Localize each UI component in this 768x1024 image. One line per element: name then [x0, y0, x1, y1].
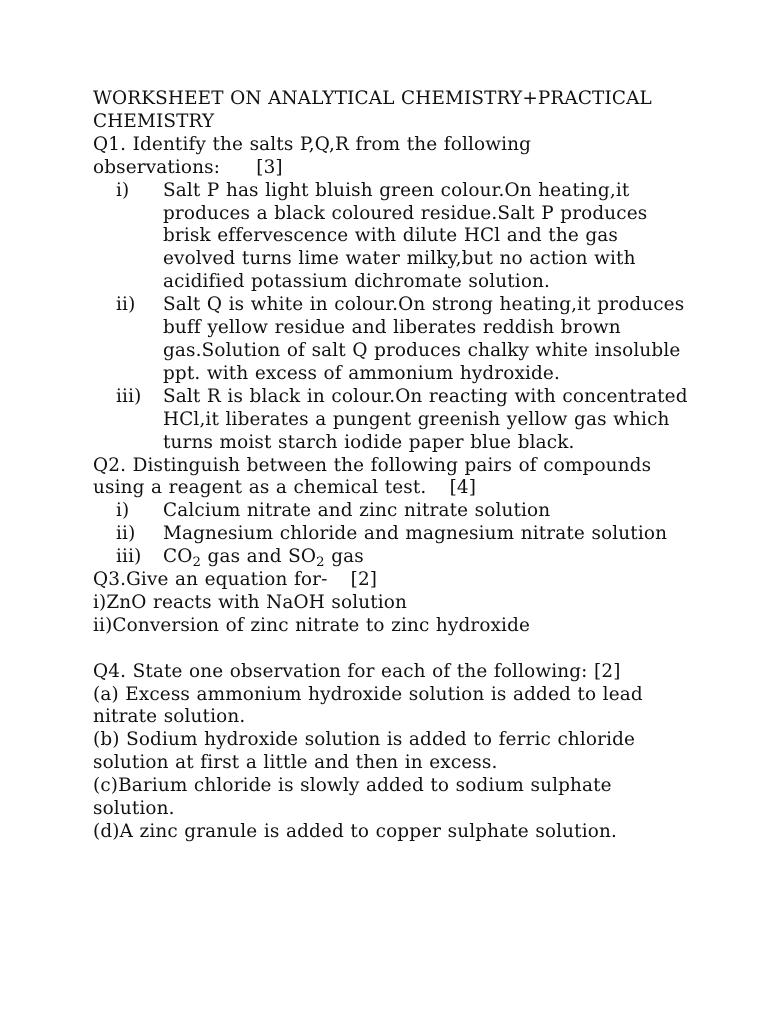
question-3-item: ii)Conversion of zinc nitrate to zinc hydroxide [93, 614, 531, 636]
question-3-item: i)ZnO reacts with NaOH solution [93, 591, 408, 613]
item-number: iii) [116, 385, 142, 407]
worksheet-title: WORKSHEET ON ANALYTICAL CHEMISTRY+PRACTICAL CHEMISTRY [93, 88, 659, 132]
question-4-marks: [2] [594, 660, 621, 682]
spacer [93, 638, 693, 661]
list-item [93, 523, 693, 546]
question-4-text: Q4. State one observation for each of the following: [93, 660, 588, 682]
question-1-list [93, 180, 693, 455]
item-number: ii) [116, 294, 136, 316]
question-2-marks: [4] [449, 477, 477, 499]
item-number: i) [116, 500, 130, 522]
item-number: ii) [116, 523, 136, 545]
list-item [93, 180, 693, 295]
item-text: Magnesium chloride and magnesium nitrate solution [163, 523, 668, 545]
question-4-item: (b) Sodium hydroxide solution is added to ferric chloride solution at first a little and then in excess. [93, 729, 642, 774]
list-item [93, 546, 693, 569]
item-text: Salt R is black in colour.On reacting with concentrated HCl,it liberates a pungent greenish yellow gas which turns moist starch iodide paper blue black. [163, 385, 688, 453]
question-2-text: Q2. Distinguish between the following pairs of compounds using a reagent as a chemical test. [93, 454, 658, 499]
formula-tail: gas [324, 546, 364, 568]
question-1-marks: [3] [256, 156, 283, 178]
item-text: Salt P has light bluish green colour.On heating,it produces a black coloured residue.Salt P produces brisk effervescence with dilute HCl and the gas evolved turns lime water milky,but no action with acidified potassium dichromate solution. [163, 179, 648, 293]
question-2-prompt [93, 455, 693, 501]
formula-so: gas and SO [201, 546, 317, 568]
subscript: 2 [192, 555, 202, 571]
item-number: i) [116, 179, 130, 201]
list-item [93, 386, 693, 455]
item-text [163, 546, 364, 571]
question-3-text: Q3.Give an equation for- [93, 569, 328, 591]
question-4-item: (a) Excess ammonium hydroxide solution is added to lead nitrate solution. [93, 683, 650, 728]
worksheet-page [93, 88, 693, 844]
question-2-list [93, 500, 693, 569]
list-item [93, 294, 693, 386]
question-3-marks: [2] [350, 569, 378, 591]
subscript: 2 [316, 555, 325, 571]
question-4-prompt [93, 661, 693, 684]
question-1-text: Q1. Identify the salts P,Q,R from the following observations: [93, 133, 538, 178]
list-item [93, 500, 693, 523]
item-text: Salt Q is white in colour.On strong heating,it produces buff yellow residue and liberates reddish brown gas.Solution of salt Q produces chalky white insoluble ppt. with excess of ammonium hydroxide. [163, 294, 685, 384]
question-4-item: (d)A zinc granule is added to copper sulphate solution. [93, 820, 617, 842]
question-4-item: (c)Barium chloride is slowly added to sodium sulphate solution. [93, 775, 619, 820]
formula-co: CO [163, 546, 193, 568]
item-text: Calcium nitrate and zinc nitrate solution [163, 500, 551, 522]
question-3-prompt [93, 569, 693, 592]
question-1-prompt [93, 134, 693, 180]
item-number: iii) [116, 546, 142, 568]
